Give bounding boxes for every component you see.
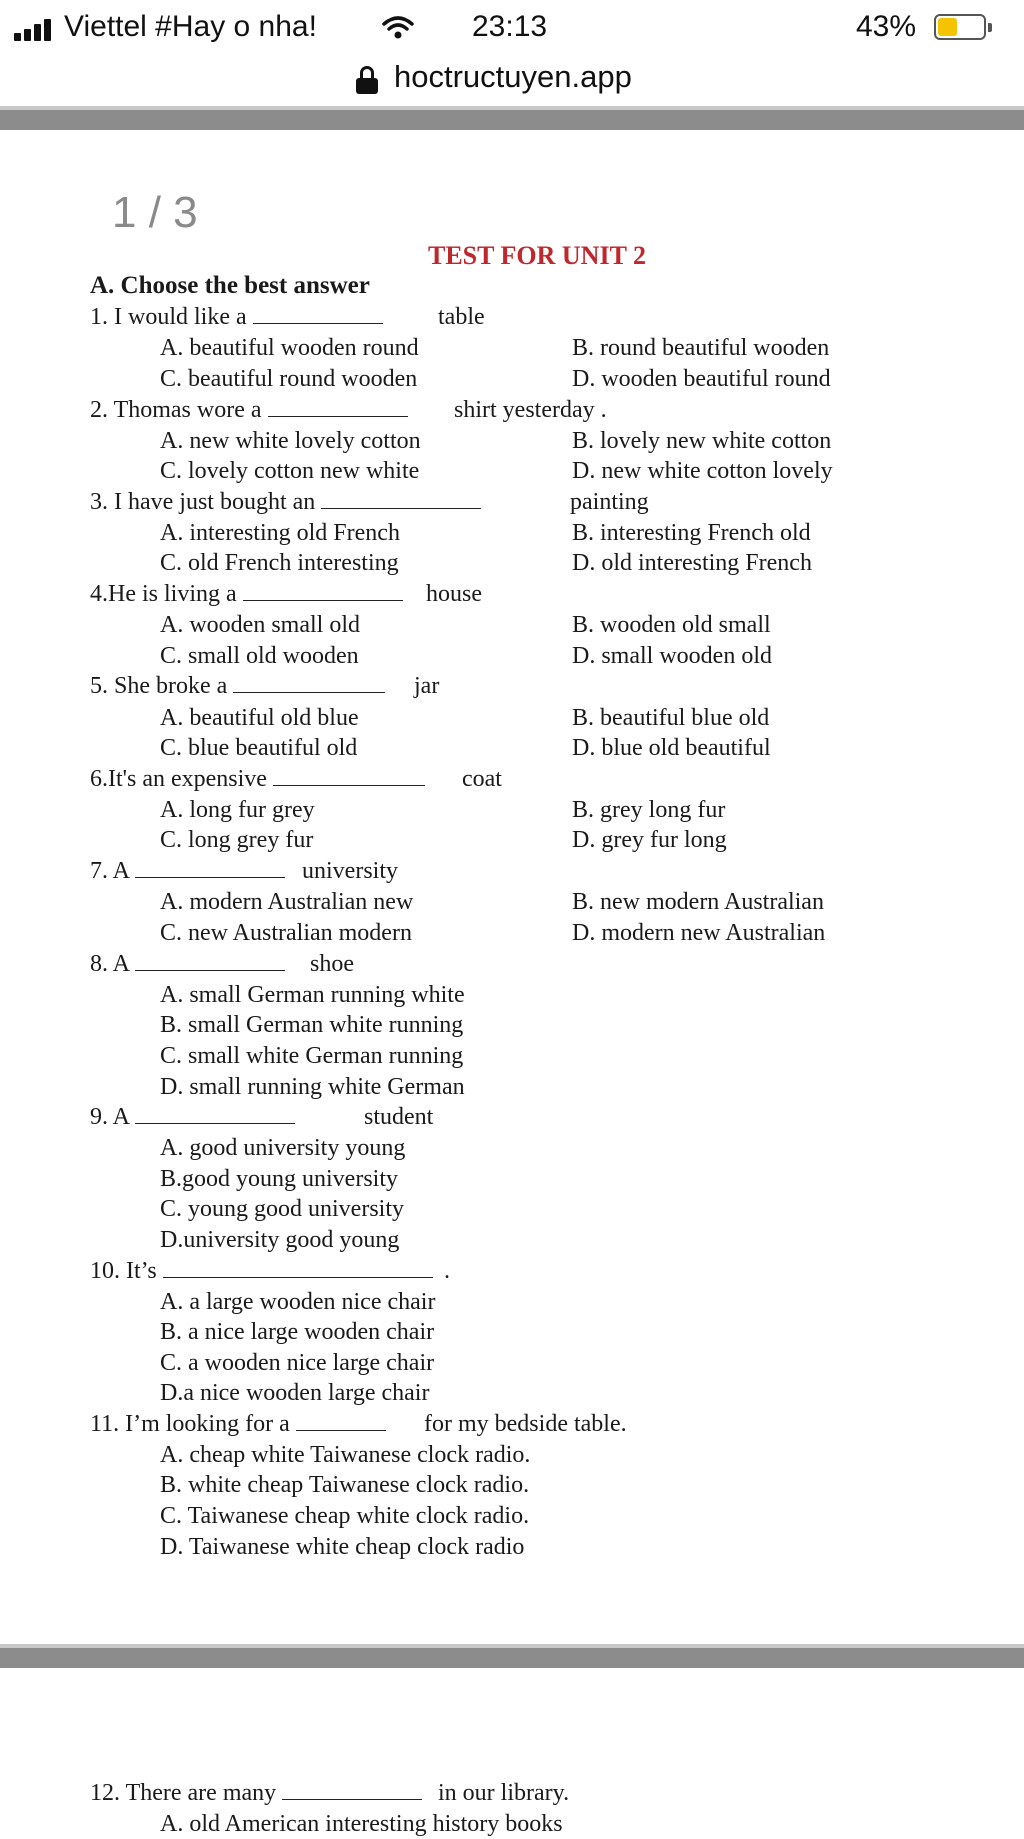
answer-option: B. lovely new white cotton [572, 428, 832, 454]
answer-option: D. small running white German [160, 1074, 465, 1100]
answer-option: C. lovely cotton new white [160, 458, 420, 484]
answer-option: A. beautiful old blue [160, 705, 359, 731]
answer-option: B.good young university [160, 1166, 398, 1192]
answer-blank [268, 396, 408, 417]
question-text: 1. I would like a [90, 304, 253, 330]
answer-option: B. a nice large wooden chair [160, 1319, 435, 1345]
question-text-after-blank: jar [414, 673, 440, 699]
question-stem [90, 856, 285, 886]
answer-option: B. interesting French old [572, 520, 811, 546]
answer-option: D. wooden beautiful round [572, 366, 831, 392]
question-text-after-blank: house [426, 581, 482, 607]
answer-option: D. small wooden old [572, 643, 772, 669]
question-stem [90, 395, 408, 425]
answer-option: C. beautiful round wooden [160, 366, 418, 392]
answer-blank [253, 303, 383, 324]
url-text: hoctructuyen.app [394, 59, 632, 94]
answer-option: C. a wooden nice large chair [160, 1350, 435, 1376]
question-text-after-blank: painting [570, 489, 649, 515]
document-title: TEST FOR UNIT 2 [428, 241, 646, 270]
question-stem [90, 579, 403, 609]
answer-option: A. beautiful wooden round [160, 335, 419, 361]
question-stem [90, 1778, 422, 1808]
answer-option: A. good university young [160, 1135, 406, 1161]
answer-option: A. new white lovely cotton [160, 428, 421, 454]
answer-blank [233, 672, 385, 693]
question-text: 3. I have just bought an [90, 489, 322, 515]
answer-blank [135, 857, 285, 878]
answer-blank [296, 1410, 386, 1431]
answer-option: D. blue old beautiful [572, 735, 771, 761]
answer-option: B. wooden old small [572, 612, 771, 638]
answer-option: C. small old wooden [160, 643, 359, 669]
battery-percent: 43% [856, 10, 917, 43]
answer-option: A. small German running white [160, 982, 465, 1008]
question-text: 8. A [90, 951, 135, 977]
question-text: 2. Thomas wore a [90, 397, 268, 423]
question-stem [90, 764, 425, 794]
answer-option: B. beautiful blue old [572, 705, 770, 731]
answer-blank [243, 580, 403, 601]
answer-option: A. long fur grey [160, 797, 315, 823]
answer-option: A. a large wooden nice chair [160, 1289, 436, 1315]
answer-option: C. blue beautiful old [160, 735, 358, 761]
question-stem [90, 487, 481, 517]
question-text-after-blank: shirt yesterday . [454, 397, 607, 423]
answer-option: D. modern new Australian [572, 920, 826, 946]
question-text: 10. It’s [90, 1258, 163, 1284]
page-counter: 1 / 3 [112, 188, 198, 237]
question-text: 5. She broke a [90, 673, 234, 699]
question-stem [90, 302, 383, 332]
question-stem [90, 671, 385, 701]
question-text: 12. There are many [90, 1780, 283, 1806]
clock-time: 23:13 [472, 10, 548, 43]
answer-option: B. round beautiful wooden [572, 335, 830, 361]
answer-option: D.university good young [160, 1227, 400, 1253]
question-stem [90, 949, 285, 979]
question-stem [90, 1256, 433, 1286]
answer-option: C. old French interesting [160, 550, 399, 576]
answer-option: C. small white German running [160, 1043, 464, 1069]
answer-option: D. old interesting French [572, 550, 812, 576]
answer-option: D. Taiwanese white cheap clock radio [160, 1534, 525, 1560]
question-text-after-blank: student [364, 1104, 434, 1130]
question-text-after-blank: coat [462, 766, 502, 792]
answer-option: C. young good university [160, 1196, 404, 1222]
answer-option: C. long grey fur [160, 827, 314, 853]
question-text: 9. A [90, 1104, 135, 1130]
answer-option: A. wooden small old [160, 612, 360, 638]
answer-option: B. small German white running [160, 1012, 464, 1038]
answer-blank [163, 1257, 433, 1278]
answer-blank [282, 1779, 422, 1800]
question-text-after-blank: in our library. [438, 1780, 570, 1806]
answer-option: D.a nice wooden large chair [160, 1380, 430, 1406]
answer-option: A. interesting old French [160, 520, 400, 546]
answer-option: A. old American interesting history books [160, 1811, 563, 1837]
section-heading: A. Choose the best answer [90, 272, 370, 299]
answer-option: B. grey long fur [572, 797, 726, 823]
answer-blank [135, 950, 285, 971]
answer-option: A. cheap white Taiwanese clock radio. [160, 1442, 531, 1468]
question-text-after-blank: university [302, 858, 398, 884]
answer-option: A. modern Australian new [160, 889, 414, 915]
question-text-after-blank: for my bedside table. [424, 1411, 627, 1437]
question-text: 11. I’m looking for a [90, 1411, 296, 1437]
question-text-after-blank: table [438, 304, 485, 330]
question-stem [90, 1102, 295, 1132]
question-text-after-blank: . [444, 1258, 450, 1284]
question-text: 6.It's an expensive [90, 766, 273, 792]
carrier-name: Viettel #Hay o nha! [64, 10, 317, 43]
answer-option: C. new Australian modern [160, 920, 412, 946]
answer-option: C. Taiwanese cheap white clock radio. [160, 1503, 530, 1529]
answer-blank [135, 1103, 295, 1124]
answer-blank [273, 765, 425, 786]
answer-option: B. white cheap Taiwanese clock radio. [160, 1472, 530, 1498]
answer-blank [321, 488, 481, 509]
answer-option: D. new white cotton lovely [572, 458, 833, 484]
question-text: 4.He is living a [90, 581, 243, 607]
answer-option: D. grey fur long [572, 827, 727, 853]
question-stem [90, 1409, 386, 1439]
question-text-after-blank: shoe [310, 951, 354, 977]
question-text: 7. A [90, 858, 135, 884]
answer-option: B. new modern Australian [572, 889, 824, 915]
